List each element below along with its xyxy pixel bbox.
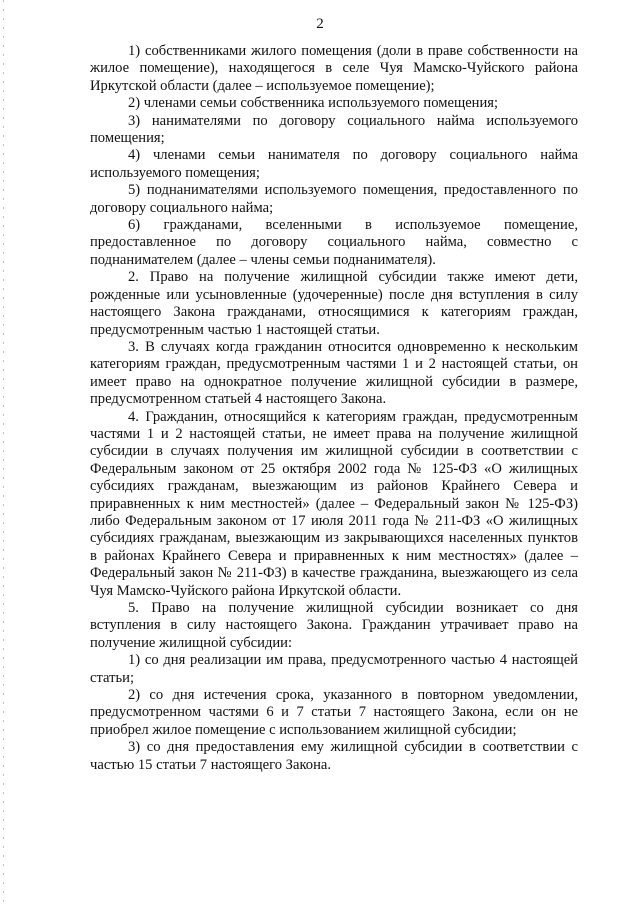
paragraph-1-item-6: 6) гражданами, вселенными в используемое помещение, предоставленное по договору социального найма, совместно с поднанимателем (далее – члены семьи поднанимателя). (90, 217, 578, 268)
paragraph-1-item-2: 2) членами семьи собственника используемого помещения; (128, 95, 499, 112)
paragraph-1-item-3: 3) нанимателями по договору социального найма используемого помещения; (90, 112, 578, 147)
scan-edge-mark (3, 0, 4, 905)
paragraph-part-5-item-2: 2) со дня истечения срока, указанного в повторном уведомлении, предусмотренном частями 6 и 7 статьи 7 настоящего Закона, если он не приобрел жилое помещение с использованием жилищной субсидии; (90, 687, 578, 738)
paragraph-1-item-5: 5) поднанимателями используемого помещения, предоставленного по договору социального найма; (90, 182, 578, 216)
paragraph-part-4: 4. Гражданин, относящийся к категориям граждан, предусмотренным частями 1 и 2 настоящей статьи, не имеет права на получение жилищной субсидии в случаях получения им жилищной субсидии в соответствии с Федеральным законом от 25 октября 2002 года № 125-ФЗ «О жилищных субсидиях гражданам, выезжающим из районов Крайнего Севера и приравненных к ним местностей» (далее – Федеральный закон № 125-ФЗ) либо Федеральным законом от 17 июля 2011 года № 211-ФЗ «О жилищных субсидиях гражданам, выезжающим из закрывающихся населенных пунктов в районах Крайнего Севера и приравненных к ним местностях» (далее – Федеральный закон № 211-ФЗ) в качестве гражданина, выезжающего из села Чуя Мамско-Чуйского района Иркутской области. (90, 408, 578, 599)
paragraph-part-5-item-3: 3) со дня предоставления ему жилищной субсидии в соответствии с частью 15 статьи 7 настоящего Закона. (90, 739, 578, 773)
paragraph-1-item-4: 4) членами семьи нанимателя по договору социального найма используемого помещения; (90, 147, 578, 181)
document-body (90, 43, 578, 774)
paragraph-part-2: 2. Право на получение жилищной субсидии также имеют дети, рожденные или усыновленные (удочеренные) после дня вступления в силу настоящего Закона гражданами, относящимися к категориям граждан, предусмотренным частью 1 настоящей статьи. (90, 269, 578, 338)
paragraph-part-5: 5. Право на получение жилищной субсидии возникает со дня вступления в силу настоящего Закона. Гражданин утрачивает право на получение жилищной субсидии: (90, 600, 578, 651)
paragraph-part-5-item-1: 1) со дня реализации им права, предусмотренного частью 4 настоящей статьи; (90, 652, 578, 686)
page-number: 2 (316, 16, 324, 32)
paragraph-1-item-1: 1) собственниками жилого помещения (доли в праве собственности на жилое помещение), находящегося в селе Чуя Мамско-Чуйского района Иркутской области (далее – используемое помещение); (90, 43, 578, 94)
paragraph-part-3: 3. В случаях когда гражданин относится одновременно к нескольким категориям граждан, предусмотренным частями 1 и 2 настоящей статьи, он имеет право на однократное получение жилищной субсидии в размере, предусмотренном статьей 4 настоящего Закона. (90, 338, 578, 408)
